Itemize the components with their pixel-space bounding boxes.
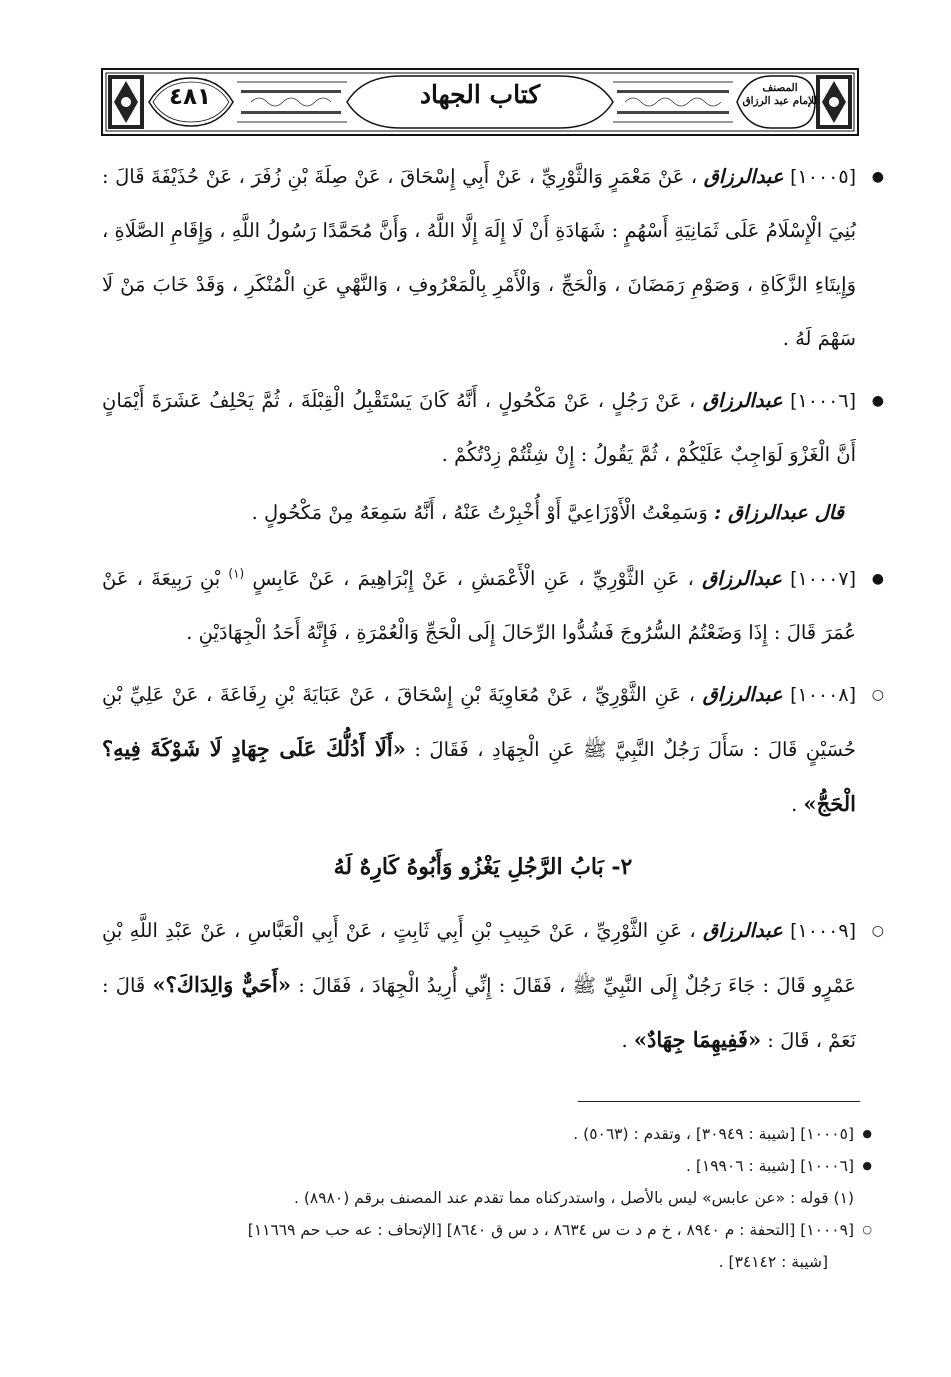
hadith-entry xyxy=(102,552,884,660)
footnote-line xyxy=(90,1182,868,1214)
hadith-entry xyxy=(102,904,884,1068)
footnote-ref: (١) xyxy=(228,566,245,581)
hadith-text: قَالَ : نَعَمْ ، قَالَ : xyxy=(102,974,856,1052)
open-circle-icon: ○ xyxy=(862,1223,872,1236)
remark-text: وَسَمِعْتُ الْأَوْزَاعِيَّ أَوْ أُخْبِرْتُ عَنْهُ ، أَنَّهُ سَمِعَهُ مِنْ مَكْحُولٍ . xyxy=(251,501,708,524)
chapter-heading: ٢- بَابُ الرَّجُلِ يَغْزُو وَأَبُوهُ كَارِهٌ لَهُ xyxy=(333,854,633,880)
author-remark xyxy=(102,486,864,540)
remark-lead: قال عبدالرزاق : xyxy=(713,501,844,524)
footnotes xyxy=(90,1118,872,1278)
author-name: عبدالرزاق xyxy=(702,683,783,706)
publisher-logo xyxy=(741,82,819,108)
filled-dot-icon: ● xyxy=(862,1127,872,1140)
footnote-line xyxy=(90,1150,872,1182)
hadith-entry xyxy=(102,668,884,832)
chapter-running-title: كتاب الجهاد xyxy=(419,80,541,109)
brand-line: للإمام عبد الرزاق xyxy=(742,95,818,107)
footnote-line xyxy=(90,1214,872,1246)
hadith-text: ، عَنْ رَجُلٍ ، عَنْ مَكْحُولٍ ، أَنَّهُ كَانَ يَسْتَقْبِلُ الْقِبْلَةَ ، ثُمَّ يَحْلِفُ عَشَرَةَ أَيْمَانٍ أَنَّ الْغَزْوَ لَوَاجِبٌ عَلَيْكُمْ ، ثُمَّ يَقُولُ : إِنْ شِئْتُمْ زِدْتُكُمْ . xyxy=(102,389,856,466)
author-name: عبدالرزاق xyxy=(702,389,783,412)
footnote-line xyxy=(90,1118,872,1150)
footnote-divider xyxy=(578,1101,860,1102)
hadith-entry xyxy=(102,150,884,366)
hadith-entry xyxy=(102,374,884,482)
page-header xyxy=(101,68,859,136)
author-name: عبدالرزاق xyxy=(702,567,782,590)
footnote-text: [١٠٠٠٥] [شيبة : ٣٠٩٤٩] ، وتقدم : (٥٠٦٣) . xyxy=(573,1125,854,1143)
prophetic-saying: «أَحَيٌّ وَالِدَاكَ؟» xyxy=(152,972,292,997)
page-number: ٤٨١ xyxy=(168,84,212,110)
hadith-number: [١٠٠٠٦] xyxy=(790,390,856,412)
filled-dot-icon: ● xyxy=(871,393,884,409)
prophetic-saying: «فَفِيهِمَا جِهَادٌ» xyxy=(633,1027,762,1052)
end-punct: . xyxy=(791,793,798,816)
end-punct: . xyxy=(621,1029,628,1052)
hadith-number: [١٠٠٠٥] xyxy=(790,166,856,188)
page-body xyxy=(102,150,884,1076)
author-name: عبدالرزاق xyxy=(702,919,783,942)
prophetic-saying: «أَلَا أَدُلُّكَ عَلَى جِهَادٍ لَا شَوْكَةَ فِيهِ؟ الْحَجُّ» xyxy=(102,736,856,816)
filled-dot-icon: ● xyxy=(862,1159,872,1172)
footnote-text: [شيبة : ٣٤١٤٢] . xyxy=(718,1253,828,1271)
hadith-number: [١٠٠٠٧] xyxy=(790,568,856,590)
filled-dot-icon: ● xyxy=(871,169,884,185)
hadith-number: [١٠٠٠٨] xyxy=(790,684,856,706)
hadith-text: ، عَنْ مَعْمَرٍ وَالثَّوْرِيِّ ، عَنْ أَبِي إِسْحَاقَ ، عَنْ صِلَةَ بْنِ زُفَرَ ، عَنْ حُذَيْفَةَ قَالَ : بُنِيَ الْإِسْلَامُ عَلَى ثَمَانِيَةِ أَسْهُمٍ : شَهَادَةِ أَنْ لَا إِلَهَ إِلَّا اللَّهُ ، وَأَنَّ مُحَمَّدًا رَسُولُ اللَّهِ ، وَإِقَامِ الصَّلَاةِ ، وَإِيتَاءِ الزَّكَاةِ ، وَصَوْمِ رَمَضَانَ ، وَالْحَجِّ ، وَالْأَمْرِ بِالْمَعْرُوفِ ، وَالنَّهْيِ عَنِ الْمُنْكَرِ ، وَقَدْ خَابَ مَنْ لَا سَهْمَ لَهُ . xyxy=(102,165,856,350)
hadith-number: [١٠٠٠٩] xyxy=(790,920,856,942)
open-circle-icon: ○ xyxy=(871,687,884,703)
filled-dot-icon: ● xyxy=(871,571,884,587)
hadith-text: ، عَنِ الثَّوْرِيِّ ، عَنِ الْأَعْمَشِ ، عَنْ إِبْرَاهِيمَ ، عَنْ عَابِسٍ xyxy=(252,567,694,590)
footnote-line xyxy=(90,1246,868,1278)
hadith-text: بْنِ رَبِيعَةَ ، عَنْ عُمَرَ قَالَ : إِذَا وَضَعْتُمُ السُّرُوجَ فَشُدُّوا الرِّحَالَ إِلَى الْحَجِّ وَالْعُمْرَةِ ، فَإِنَّهُ أَحَدُ الْجِهَادَيْنِ . xyxy=(102,567,856,644)
author-name: عبدالرزاق xyxy=(703,165,784,188)
open-circle-icon: ○ xyxy=(871,923,884,939)
hadith-text: ، عَنِ الثَّوْرِيِّ ، عَنْ حَبِيبِ بْنِ أَبِي ثَابِتٍ ، عَنْ أَبِي الْعَبَّاسِ ، عَنْ عَبْدِ اللَّهِ بْنِ عَمْرٍو قَالَ : جَاءَ رَجُلٌ إِلَى النَّبِيِّ ﷺ ، فَقَالَ : إِنِّي أُرِيدُ الْجِهَادَ ، فَقَالَ : xyxy=(102,919,857,997)
footnote-text: [١٠٠٠٦] [شيبة : ١٩٩٠٦] . xyxy=(686,1157,854,1175)
footnote-text: [١٠٠٠٩] [التحفة : م ٨٩٤٠ ، خ م د ت س ٨٦٣٤ ، د س ق ٨٦٤٠] [الإتحاف : عه حب حم ١١٦٦٩] xyxy=(247,1221,854,1239)
brand-line: المصنف xyxy=(762,82,798,94)
footnote-text: (١) قوله : «عن عابس» ليس بالأصل ، واستدركناه مما تقدم عند المصنف برقم (٨٩٨٠) . xyxy=(293,1189,854,1207)
hadith-text: ، عَنِ الثَّوْرِيِّ ، عَنْ مُعَاوِيَةَ بْنِ إِسْحَاقَ ، عَنْ عَبَايَةَ بْنِ رِفَاعَةَ ، عَنْ عَلِيِّ بْنِ حُسَيْنٍ قَالَ : سَأَلَ رَجُلٌ النَّبِيَّ ﷺ عَنِ الْجِهَادِ ، فَقَالَ : xyxy=(102,683,856,761)
